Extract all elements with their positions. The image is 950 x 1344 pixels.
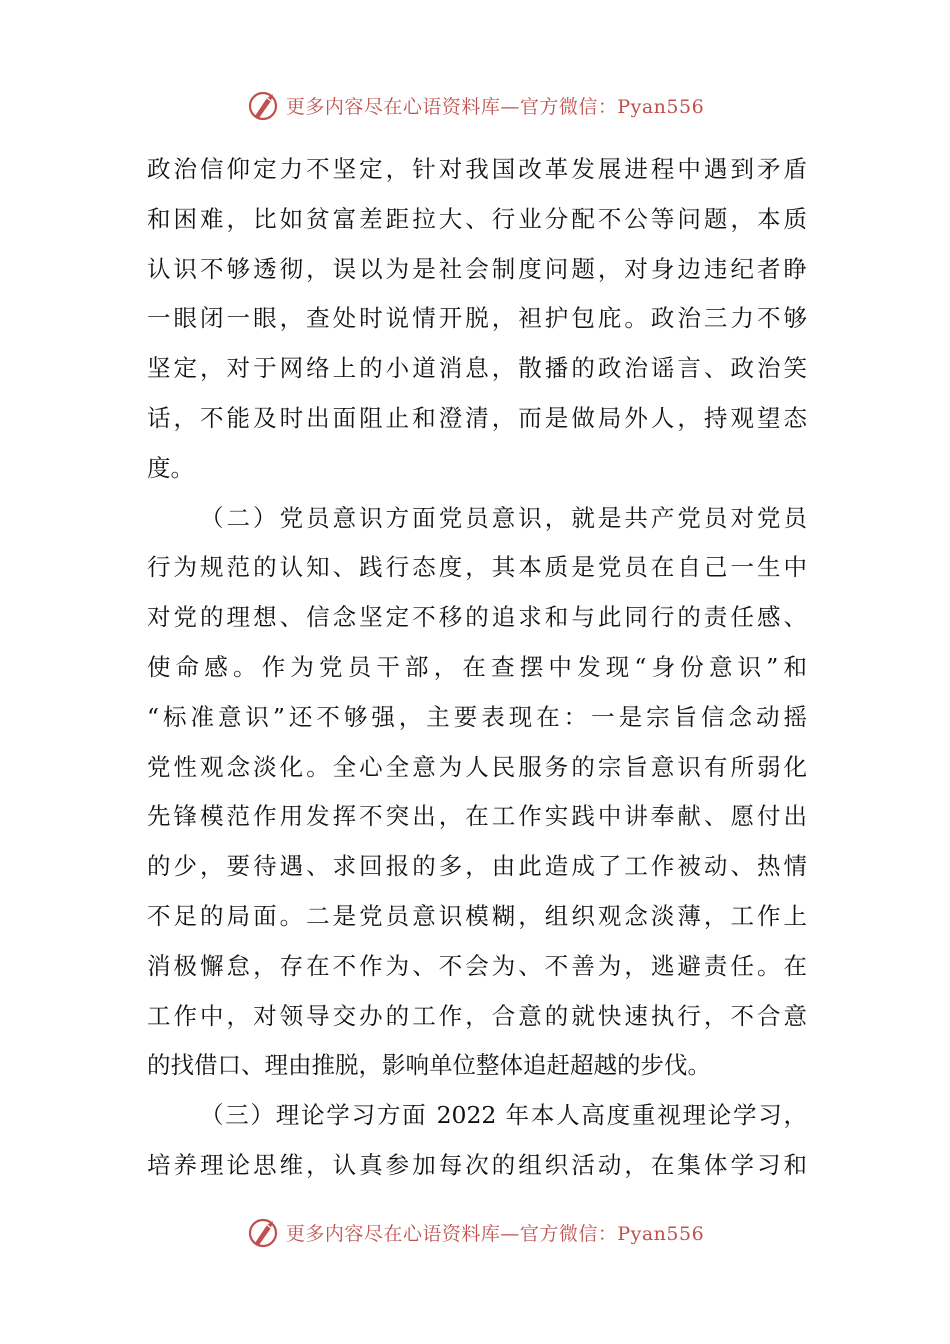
text-line: 话，不能及时出面阻止和澄清，而是做局外人，持观望态 [147,403,807,432]
watermark-header [0,85,950,125]
paragraph-heading-line: （三）理论学习方面 2022 年本人高度重视理论学习， [200,1101,807,1130]
text-line: 政治信仰定力不坚定，针对我国改革发展进程中遇到矛盾 [147,155,807,183]
text-line: 工作中，对领导交办的工作，合意的就快速执行，不合意 [147,1001,807,1030]
paragraph-heading-line: （二）党员意识方面党员意识，就是共产党员对党员 [200,503,807,532]
text-line: 度。 [147,453,194,482]
watermark-text: 更多内容尽在心语资料库—官方微信：Pyan556 [285,1222,705,1245]
watermark-text: 更多内容尽在心语资料库—官方微信：Pyan556 [285,95,705,118]
text-line: 一眼闭一眼，查处时说情开脱，袒护包庇。政治三力不够 [147,304,807,333]
text-line: 对党的理想、信念坚定不移的追求和与此同行的责任感、 [147,603,807,632]
text-line: 使命感。作为党员干部，在查摆中发现“身份意识”和 [147,652,807,681]
pen-nib-logo-icon [246,87,282,123]
text-line: 认识不够透彻，误以为是社会制度问题，对身边违纪者睁 [147,254,807,283]
text-line: “标准意识”还不够强，主要表现在：一是宗旨信念动摇 [147,702,807,731]
text-line: 培养理论思维，认真参加每次的组织活动，在集体学习和 [147,1150,807,1179]
text-line: 和困难，比如贫富差距拉大、行业分配不公等问题，本质 [147,204,807,233]
text-line: 消极懈怠，存在不作为、不会为、不善为，逃避责任。在 [147,951,807,980]
text-line: 的少，要待遇、求回报的多，由此造成了工作被动、热情 [147,852,807,881]
text-line: 坚定，对于网络上的小道消息，散播的政治谣言、政治笑 [147,354,807,383]
text-line: 的找借口、理由推脱，影响单位整体追赶超越的步伐。 [147,1051,711,1080]
pen-nib-logo-icon [246,1214,282,1250]
document-body [147,145,807,1191]
text-line: 党性观念淡化。全心全意为人民服务的宗旨意识有所弱化 [147,752,807,781]
text-line: 行为规范的认知、践行态度，其本质是党员在自己一生中 [147,553,807,582]
watermark-footer [0,1212,950,1252]
text-line: 先锋模范作用发挥不突出，在工作实践中讲奉献、愿付出 [147,802,807,831]
text-line: 不足的局面。二是党员意识模糊，组织观念淡薄，工作上 [147,901,807,930]
